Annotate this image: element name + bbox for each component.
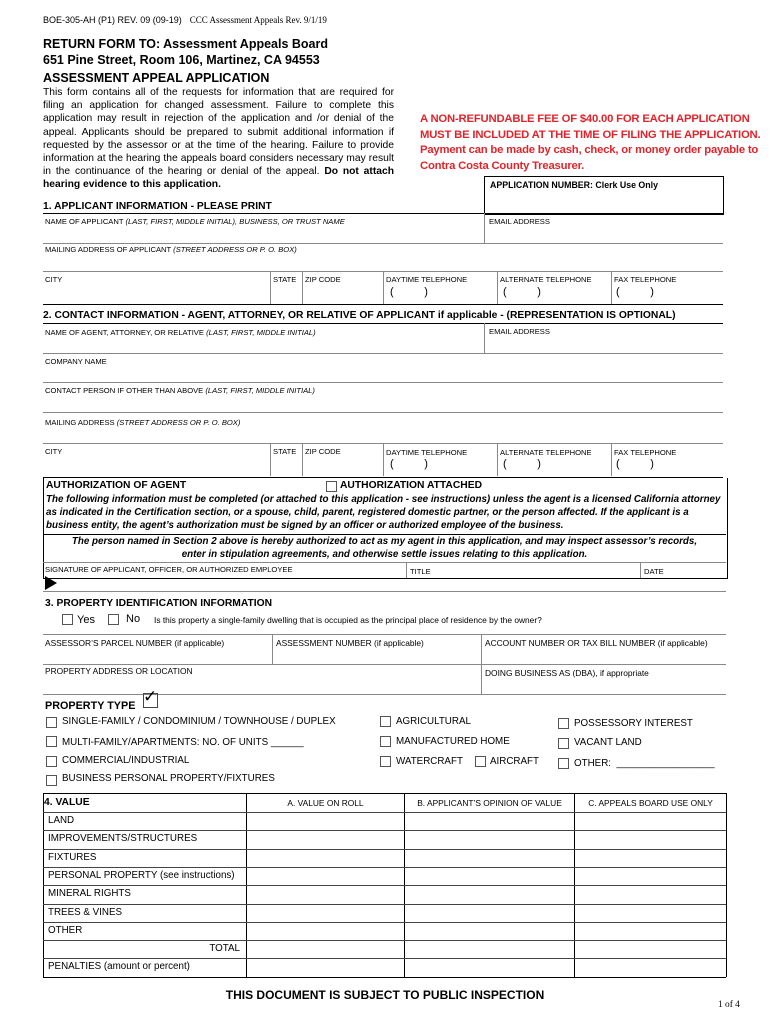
value-cell-a[interactable] [247,850,404,866]
value-cell-b[interactable] [405,959,574,975]
value-cell-a[interactable] [247,813,404,829]
divider [302,271,303,304]
date-label: DATE [644,567,664,576]
divider [383,271,384,304]
applicant-name-label [45,217,345,226]
form-id [43,15,327,25]
fee-line-1: A NON-REFUNDABLE FEE OF $40.00 FOR EACH APPLICATION [420,113,750,125]
value-row-label: PERSONAL PROPERTY (see instructions) [48,869,235,881]
value-cell-c[interactable] [575,923,726,939]
authorization-instructions: The following information must be completed (or attached to this application - see instructions) unless the agent is a licensed California attorney as indicated in the Certification section, or a spouse, child, parent, registered domestic partner, or the person affected. If the applicant is a business entity, the agent’s authorization must be signed by an officer or authorized employee of the business. [46,494,721,531]
divider [270,271,271,304]
signature-field[interactable] [62,574,402,590]
col-b-header: B. APPLICANT’S OPINION OF VALUE [417,798,562,808]
value-row-label: IMPROVEMENTS/STRUCTURES [48,833,198,845]
property-type-checkbox[interactable] [143,687,158,708]
applicant-city-label: CITY [45,275,63,284]
owner-occupied-question: Is this property a single-family dwelling that is occupied as the principal place of residence by the owner? [154,615,542,625]
agent-alt-phone-label: ALTERNATE TELEPHONE [500,448,592,457]
manufactured-home-checkbox[interactable] [380,736,391,747]
value-cell-a[interactable] [247,868,404,884]
agent-email-field[interactable] [488,338,720,352]
property-type-title: PROPERTY TYPE [45,700,136,712]
agent-mailing-label [45,418,240,427]
value-row-label: TREES & VINES [48,906,123,918]
applicant-mailing-label [45,245,297,254]
property-address-field[interactable] [45,677,477,691]
applicant-name-label-text: NAME OF APPLICANT [45,217,124,226]
divider [726,793,727,977]
applicant-alt-phone-field[interactable]: ( ) [503,286,541,298]
authorization-attached-label: AUTHORIZATION ATTACHED [340,480,483,491]
applicant-mailing-hint: (STREET ADDRESS OR P. O. BOX) [173,245,297,254]
applicant-day-phone-field[interactable]: ( ) [390,286,428,298]
agent-state-label: STATE [273,447,297,456]
value-cell-b[interactable] [405,850,574,866]
divider [302,443,303,476]
authorization-title: AUTHORIZATION OF AGENT [46,480,187,491]
title-label: TITLE [410,567,431,576]
value-cell-c[interactable] [575,941,726,957]
divider [611,271,612,304]
divider [640,562,641,578]
value-cell-c[interactable] [575,905,726,921]
sfr-checkbox[interactable] [46,717,57,728]
return-address [43,36,328,68]
other-checkbox[interactable] [558,758,569,769]
agent-day-phone-field[interactable]: ( ) [390,458,428,470]
divider [43,793,726,794]
value-cell-c[interactable] [575,813,726,829]
commercial-label: COMMERCIAL/INDUSTRIAL [62,755,190,766]
value-row-label: LAND [48,815,75,826]
value-cell-b[interactable] [405,831,574,847]
bpp-label: BUSINESS PERSONAL PROPERTY/FIXTURES [62,773,275,784]
agent-alt-phone-field[interactable]: ( ) [503,458,541,470]
value-cell-a[interactable] [247,905,404,921]
col-a-header: A. VALUE ON ROLL [287,798,364,808]
account-number-field[interactable] [484,648,722,662]
divider [43,562,726,563]
watercraft-checkbox[interactable] [380,756,391,767]
apn-label: ASSESSOR’S PARCEL NUMBER (if applicable) [45,638,225,648]
value-cell-b[interactable] [405,813,574,829]
agent-fax-label: FAX TELEPHONE [614,448,677,457]
value-cell-c[interactable] [575,850,726,866]
aircraft-checkbox[interactable] [475,756,486,767]
agent-mailing-field[interactable] [45,428,720,442]
value-cell-c[interactable] [575,886,726,902]
value-row-label: OTHER [48,924,83,936]
agent-name-label-text: NAME OF AGENT, ATTORNEY, OR RELATIVE [45,328,204,337]
account-number-label: ACCOUNT NUMBER OR TAX BILL NUMBER (if applicable) [485,638,708,648]
fee-notice [420,112,760,174]
contact-person-label-text: CONTACT PERSON IF OTHER THAN ABOVE [45,386,204,395]
agricultural-label: AGRICULTURAL [396,716,471,727]
sfr-label: SINGLE-FAMILY / CONDOMINIUM / TOWNHOUSE / DUPLEX [62,716,336,727]
value-cell-c[interactable] [575,959,726,975]
agent-city-label: CITY [45,447,63,456]
applicant-email-label: EMAIL ADDRESS [489,217,550,226]
divider [484,213,485,243]
applicant-name-hint: (LAST, FIRST, MIDDLE INITIAL), BUSINESS, OR TRUST NAME [125,217,345,226]
applicant-fax-field[interactable]: ( ) [616,286,654,298]
divider [272,634,273,664]
value-cell-a[interactable] [247,886,404,902]
intro-text [43,86,394,192]
agent-name-field[interactable] [45,338,481,352]
divider [43,382,723,383]
value-cell-a[interactable] [247,941,404,957]
assessment-number-label: ASSESSMENT NUMBER (if applicable) [276,638,424,648]
divider [270,443,271,476]
section-4-title: 4. VALUE [44,797,90,808]
vacant-land-checkbox[interactable] [558,738,569,749]
divider [43,977,726,978]
divider [497,443,498,476]
agent-zip-label: ZIP CODE [305,447,341,456]
applicant-email-field[interactable] [488,227,720,241]
divider [43,412,723,413]
value-row-label: MINERAL RIGHTS [48,888,131,900]
applicant-alt-phone-label: ALTERNATE TELEPHONE [500,275,592,284]
intro-bold: Do not attach hearing evidence to this application. [43,166,394,191]
return-line-1: RETURN FORM TO: Assessment Appeals Board [43,37,329,51]
divider [484,323,485,353]
yes-label: Yes [77,614,95,626]
other-label: OTHER: __________________ [574,758,715,769]
value-cell-b[interactable] [405,905,574,921]
yes-checkbox[interactable] [62,614,73,625]
divider [43,591,726,592]
page-number: 1 of 4 [718,1000,740,1010]
company-name-label: COMPANY NAME [45,357,107,366]
form-title: ASSESSMENT APPEAL APPLICATION [43,71,270,85]
applicant-fax-label: FAX TELEPHONE [614,275,677,284]
authorization-statement [43,535,726,561]
value-cell-b[interactable] [405,868,574,884]
agent-name-label [45,328,316,337]
authorization-attached-checkbox[interactable] [326,481,337,492]
company-name-field[interactable] [45,367,720,381]
applicant-mailing-field[interactable] [45,255,720,269]
applicant-day-phone-label: DAYTIME TELEPHONE [386,275,468,284]
divider [43,213,723,214]
applicant-state-label: STATE [273,275,297,284]
authorization-statement-line-2: enter in stipulation agreements, and otherwise settle issues relating to this application. [181,549,588,560]
divider [611,443,612,476]
no-label: No [126,613,141,625]
apn-field[interactable] [45,648,269,662]
agent-mailing-hint: (STREET ADDRESS OR P. O. BOX) [116,418,241,427]
return-line-2: 651 Pine Street, Room 106, Martinez, CA 94553 [43,53,320,67]
multi-family-label: MULTI-FAMILY/APARTMENTS: NO. OF UNITS ______ [62,737,304,748]
application-number-label: APPLICATION NUMBER: Clerk Use Only [490,180,658,190]
check-mark-icon: ✓ [143,687,158,706]
agricultural-checkbox[interactable] [380,716,391,727]
value-row-label: PENALTIES (amount or percent) [48,961,190,973]
agent-email-label: EMAIL ADDRESS [489,327,550,336]
agent-fax-field[interactable]: ( ) [616,458,654,470]
divider [43,304,723,305]
vacant-land-label: VACANT LAND [574,737,642,748]
form-id-text: BOE-305-AH (P1) REV. 09 (09-19) [43,15,182,25]
property-address-label: PROPERTY ADDRESS OR LOCATION [45,666,193,676]
contact-person-label [45,386,315,395]
divider [43,243,723,244]
fee-line-2: MUST BE INCLUDED AT THE TIME OF FILING THE APPLICATION. [420,128,761,141]
aircraft-label: AIRCRAFT [490,756,539,767]
applicant-zip-label: ZIP CODE [305,275,341,284]
value-cell-c[interactable] [575,868,726,884]
possessory-interest-checkbox[interactable] [558,718,569,729]
divider [406,562,407,578]
application-number-box[interactable] [484,176,724,215]
divider [43,634,726,635]
value-cell-b[interactable] [405,923,574,939]
signature-arrow-icon [45,576,57,590]
value-cell-a[interactable] [247,831,404,847]
applicant-mailing-label-text: MAILING ADDRESS OF APPLICANT [45,245,172,254]
agent-name-hint: (LAST, FIRST, MIDDLE INITIAL) [206,328,316,337]
applicant-name-field[interactable] [45,227,481,241]
value-cell-b[interactable] [405,941,574,957]
dba-label: DOING BUSINESS AS (DBA), if appropriate [485,668,649,678]
agent-mailing-label-text: MAILING ADDRESS [45,418,115,427]
section-1-title: 1. APPLICANT INFORMATION - PLEASE PRINT [43,201,272,212]
assessment-number-field[interactable] [275,648,478,662]
divider [43,323,723,324]
value-cell-c[interactable] [575,831,726,847]
value-row-label: TOTAL [209,943,240,955]
value-row-label: FIXTURES [48,851,97,863]
value-cell-b[interactable] [405,886,574,902]
divider [383,443,384,476]
public-inspection-notice: THIS DOCUMENT IS SUBJECT TO PUBLIC INSPECTION [225,988,545,1002]
possessory-interest-label: POSSESSORY INTEREST [574,718,693,729]
divider [43,353,723,354]
dba-field[interactable] [484,679,722,693]
fee-line-3: Payment can be made by cash, check, or money order payable to [420,144,759,156]
divider [43,664,726,665]
bpp-checkbox[interactable] [46,775,57,786]
signature-label: SIGNATURE OF APPLICANT, OFFICER, OR AUTHORIZED EMPLOYEE [45,565,293,574]
authorization-statement-line-1: The person named in Section 2 above is hereby authorized to act as my agent in this application, and may inspect assessor’s records, [71,536,698,547]
col-c-header: C. APPEALS BOARD USE ONLY [588,798,713,808]
multi-family-checkbox[interactable] [46,736,57,747]
contact-person-hint: (LAST, FIRST, MIDDLE INITIAL) [205,386,315,395]
county-revision: CCC Assessment Appeals Rev. 9/1/19 [189,15,327,25]
intro-body: This form contains all of the requests for information that are required for filing an application for changed assessment. Failure to complete this application may result in rejection of the application and /or denial of the appeal. Applicants should be prepared to submit additional information if requested by the assessor or at the time of the hearing. Failure to provide information at the hearing the appeals board considers necessary may result in the continuance of the hearing or denial of the appeal. [43,87,394,178]
section-3-title: 3. PROPERTY IDENTIFICATION INFORMATION [45,598,273,609]
agent-day-phone-label: DAYTIME TELEPHONE [386,448,468,457]
section-2-title: 2. CONTACT INFORMATION - AGENT, ATTORNEY, OR RELATIVE OF APPLICANT if applicable - (REPRESENTATION IS OPTIONAL) [43,310,676,321]
value-cell-a[interactable] [247,959,404,975]
contact-person-field[interactable] [45,396,720,410]
no-checkbox[interactable] [108,614,119,625]
divider [497,271,498,304]
watercraft-label: WATERCRAFT [396,756,463,767]
commercial-checkbox[interactable] [46,756,57,767]
fee-line-4: Contra Costa County Treasurer. [420,159,585,172]
manufactured-home-label: MANUFACTURED HOME [396,736,510,747]
value-cell-a[interactable] [247,923,404,939]
